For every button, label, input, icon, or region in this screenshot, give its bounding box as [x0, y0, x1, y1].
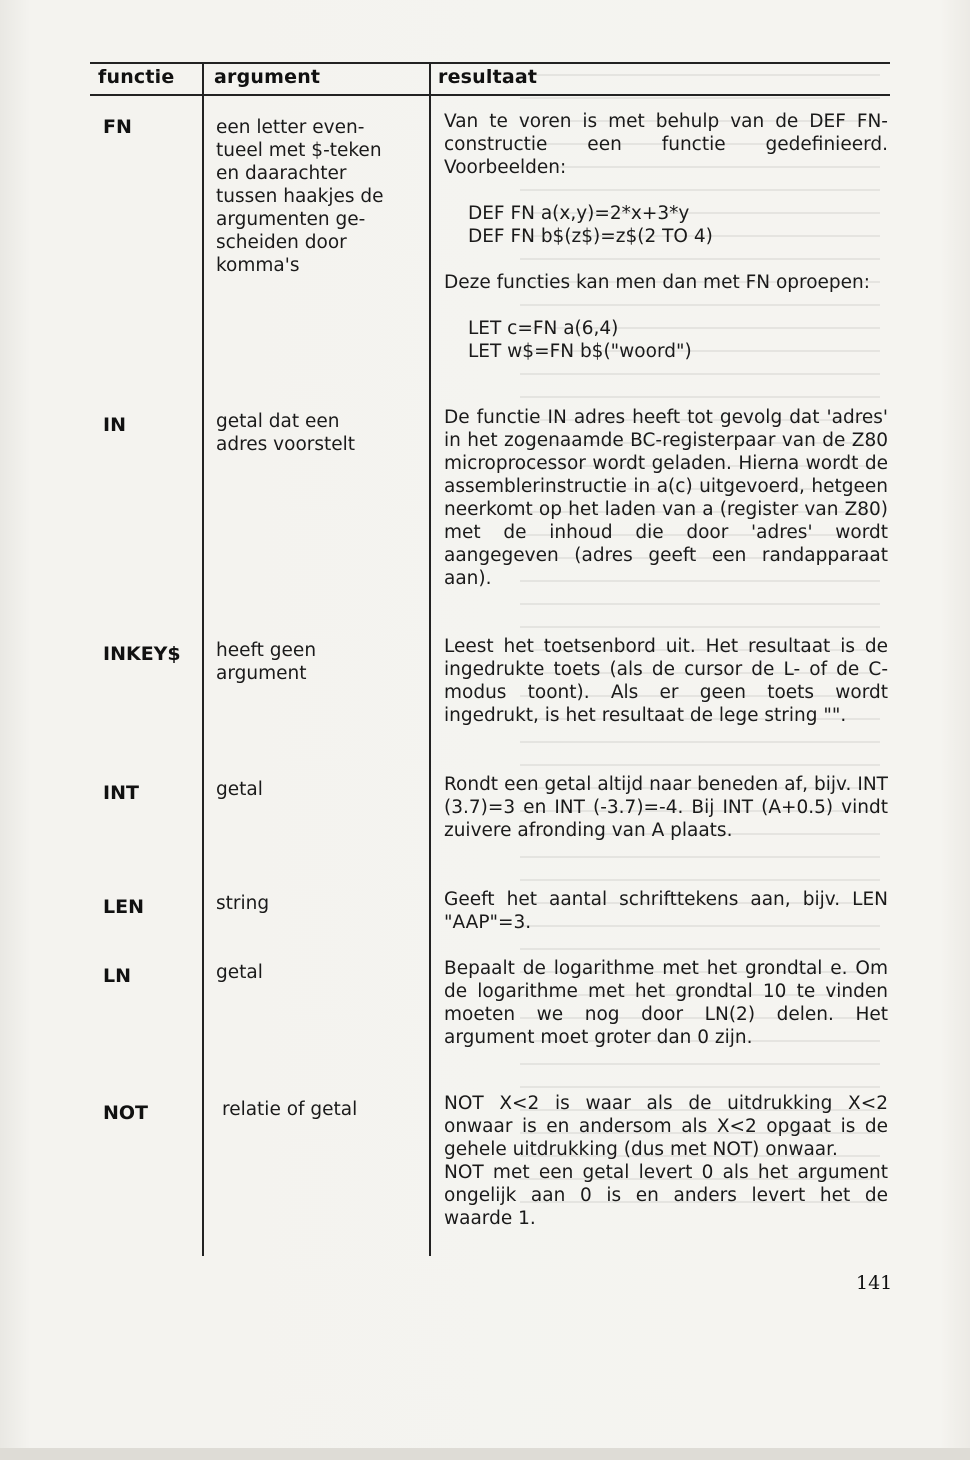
argument-ln: getal — [216, 962, 263, 983]
result-line: De functie IN adres heeft tot gevolg dat 'adres' in het zogenaamde BC-registerpaar van de Z80 microprocessor wordt geladen. Hierna wordt de assemblerinstructie in a(c) uitgevoerd, hetgeen neerkomt op het laden van a (register van Z80) met de inhoud die door 'adres' wordt aangegeven (adres geeft een randapparaat aan). — [444, 407, 888, 589]
argument-in: getal dat een adres voorstelt — [216, 411, 356, 455]
header-functie: functie — [98, 66, 175, 88]
column-divider-2 — [429, 62, 431, 1256]
header-argument: argument — [214, 66, 321, 88]
code-line: LET c=FN a(6,4) — [468, 318, 619, 339]
argument-fn: een letter even- tueel met $-teken en daarachter tussen haakjes de argumenten ge- scheiden door komma's — [216, 117, 384, 276]
function-name-len: LEN — [103, 896, 144, 918]
function-name-int: INT — [103, 782, 139, 804]
code-line: LET w$=FN b$("woord") — [468, 341, 692, 362]
header-resultaat: resultaat — [438, 66, 538, 88]
argument-not: relatie of getal — [222, 1099, 358, 1120]
table-top-rule — [90, 62, 890, 64]
result-fn — [444, 110, 888, 363]
code-line: DEF FN a(x,y)=2*x+3*y — [468, 203, 690, 224]
result-line: Leest het toetsenbord uit. Het resultaat is de ingedrukte toets (als de cursor de L- of de C-modus toont). Als er geen toets wordt ingedrukt, is het resultaat de lege string "". — [444, 636, 888, 726]
result-line: Geeft het aantal schrifttekens aan, bijv. LEN "AAP"=3. — [444, 889, 888, 933]
argument-inkey: heeft geen argument — [216, 640, 317, 684]
function-name-inkey: INKEY$ — [103, 643, 181, 665]
argument-int: getal — [216, 779, 263, 800]
result-inkey — [444, 635, 888, 727]
table-header-rule — [90, 94, 890, 96]
result-line: Van te voren is met behulp van de DEF FN-constructie een functie gedefinieerd. Voorbeelden: — [444, 111, 888, 178]
function-name-in: IN — [103, 414, 126, 436]
result-line: Rondt een getal altijd naar beneden af, bijv. INT (3.7)=3 en INT (-3.7)=-4. Bij INT (A+0.5) vindt zuivere afronding van A plaats. — [444, 774, 888, 841]
function-name-ln: LN — [103, 965, 132, 987]
result-len — [444, 888, 888, 934]
result-not — [444, 1092, 888, 1230]
argument-len: string — [216, 893, 270, 914]
result-line: NOT met een getal levert 0 als het argument ongelijk aan 0 is en anders levert het de waarde 1. — [444, 1162, 888, 1229]
function-name-not: NOT — [103, 1102, 149, 1124]
result-ln — [444, 957, 888, 1049]
page-bottom-edge — [0, 1448, 970, 1460]
column-divider-1 — [202, 62, 204, 1256]
function-name-fn: FN — [103, 116, 132, 138]
result-int — [444, 773, 888, 842]
result-in — [444, 406, 888, 590]
result-line: NOT X<2 is waar als de uitdrukking X<2 onwaar is en andersom als X<2 opgaat is de gehele uitdrukking (dus met NOT) onwaar. — [444, 1093, 888, 1160]
result-line: Deze functies kan men dan met FN oproepen: — [444, 272, 870, 293]
page-number: 141 — [856, 1272, 893, 1294]
result-line: Bepaalt de logarithme met het grondtal e. Om de logarithme met het grondtal 10 te vinden moeten we nog door LN(2) delen. Het argument moet groter dan 0 zijn. — [444, 958, 888, 1048]
code-line: DEF FN b$(z$)=z$(2 TO 4) — [468, 226, 713, 247]
